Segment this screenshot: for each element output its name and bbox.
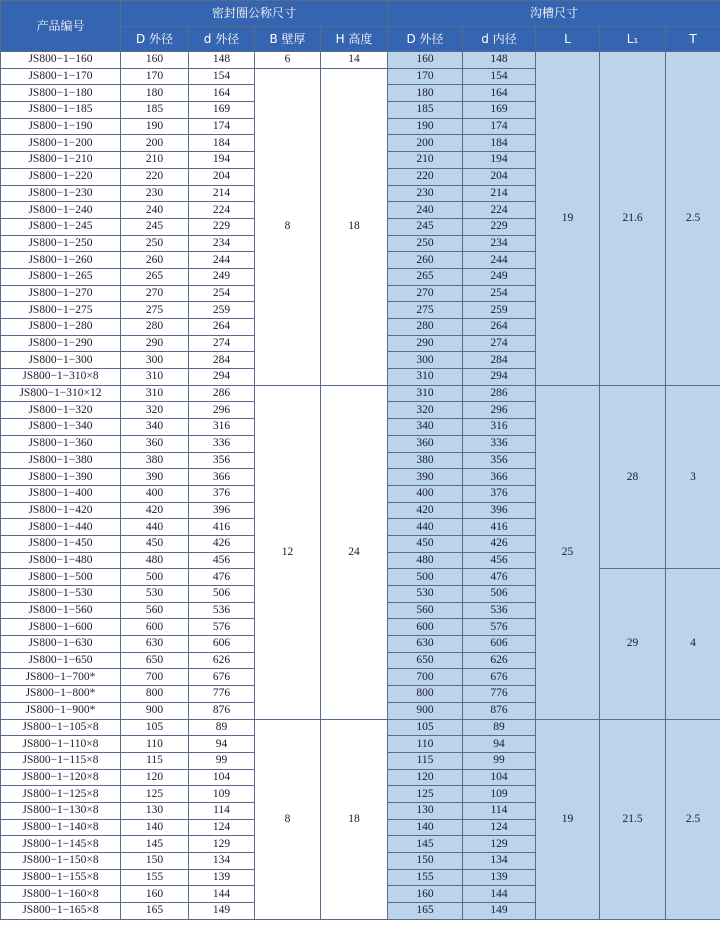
groove-outer-d-cell: 150 (388, 853, 463, 870)
model-number-cell: JS800−1−220 (1, 168, 121, 185)
seal-inner-d-cell: 259 (189, 302, 255, 319)
model-number-cell: JS800−1−650 (1, 652, 121, 669)
groove-outer-d-cell: 500 (388, 569, 463, 586)
model-number-cell: JS800−1−600 (1, 619, 121, 636)
model-number-cell: JS800−1−250 (1, 235, 121, 252)
header-groove-inner-d: d 内径 (463, 27, 536, 52)
seal-outer-d-cell: 500 (121, 569, 189, 586)
groove-inner-d-cell: 144 (463, 886, 536, 903)
groove-outer-d-cell: 140 (388, 819, 463, 836)
groove-outer-d-cell: 110 (388, 736, 463, 753)
seal-outer-d-cell: 530 (121, 586, 189, 603)
groove-outer-d-cell: 260 (388, 252, 463, 269)
groove-outer-d-cell: 200 (388, 135, 463, 152)
groove-inner-d-cell: 676 (463, 669, 536, 686)
groove-outer-d-cell: 275 (388, 302, 463, 319)
groove-inner-d-cell: 249 (463, 268, 536, 285)
model-number-cell: JS800−1−800* (1, 686, 121, 703)
groove-outer-d-cell: 530 (388, 586, 463, 603)
seal-outer-d-cell: 320 (121, 402, 189, 419)
groove-inner-d-cell: 89 (463, 719, 536, 736)
groove-t-cell: 4 (666, 569, 720, 719)
groove-inner-d-cell: 606 (463, 636, 536, 653)
seal-inner-d-cell: 244 (189, 252, 255, 269)
model-number-cell: JS800−1−450 (1, 535, 121, 552)
groove-outer-d-cell: 170 (388, 68, 463, 85)
seal-inner-d-cell: 536 (189, 602, 255, 619)
seal-outer-d-cell: 360 (121, 435, 189, 452)
seal-outer-d-cell: 180 (121, 85, 189, 102)
header-seal-wall-b: B 壁厚 (255, 27, 321, 52)
model-number-cell: JS800−1−900* (1, 702, 121, 719)
groove-outer-d-cell: 800 (388, 686, 463, 703)
header-seal-height-h: H 高度 (321, 27, 388, 52)
model-number-cell: JS800−1−115×8 (1, 752, 121, 769)
seal-inner-d-cell: 336 (189, 435, 255, 452)
groove-inner-d-cell: 164 (463, 85, 536, 102)
groove-inner-d-cell: 536 (463, 602, 536, 619)
seal-outer-d-cell: 190 (121, 118, 189, 135)
model-number-cell: JS800−1−265 (1, 268, 121, 285)
seal-inner-d-cell: 144 (189, 886, 255, 903)
groove-outer-d-cell: 180 (388, 85, 463, 102)
header-groove-l: L (536, 27, 600, 52)
groove-outer-d-cell: 105 (388, 719, 463, 736)
seal-outer-d-cell: 700 (121, 669, 189, 686)
model-number-cell: JS800−1−150×8 (1, 853, 121, 870)
groove-outer-d-cell: 220 (388, 168, 463, 185)
header-seal-group: 密封圈公称尺寸 (121, 1, 388, 27)
seal-inner-d-cell: 174 (189, 118, 255, 135)
groove-outer-d-cell: 210 (388, 152, 463, 169)
seal-outer-d-cell: 450 (121, 535, 189, 552)
seal-inner-d-cell: 254 (189, 285, 255, 302)
groove-t-cell: 2.5 (666, 52, 720, 386)
seal-outer-d-cell: 110 (121, 736, 189, 753)
seal-inner-d-cell: 129 (189, 836, 255, 853)
groove-inner-d-cell: 194 (463, 152, 536, 169)
groove-outer-d-cell: 340 (388, 419, 463, 436)
groove-t-cell: 3 (666, 385, 720, 569)
seal-outer-d-cell: 130 (121, 802, 189, 819)
seal-inner-d-cell: 284 (189, 352, 255, 369)
groove-inner-d-cell: 224 (463, 202, 536, 219)
model-number-cell: JS800−1−290 (1, 335, 121, 352)
model-number-cell: JS800−1−275 (1, 302, 121, 319)
model-number-cell: JS800−1−560 (1, 602, 121, 619)
header-groove-group: 沟槽尺寸 (388, 1, 720, 27)
groove-outer-d-cell: 630 (388, 636, 463, 653)
seal-outer-d-cell: 120 (121, 769, 189, 786)
groove-inner-d-cell: 124 (463, 819, 536, 836)
model-number-cell: JS800−1−245 (1, 218, 121, 235)
seal-outer-d-cell: 560 (121, 602, 189, 619)
model-number-cell: JS800−1−160×8 (1, 886, 121, 903)
seal-inner-d-cell: 134 (189, 853, 255, 870)
groove-inner-d-cell: 229 (463, 218, 536, 235)
model-number-cell: JS800−1−105×8 (1, 719, 121, 736)
seal-inner-d-cell: 396 (189, 502, 255, 519)
model-number-cell: JS800−1−440 (1, 519, 121, 536)
table-row (1, 52, 720, 69)
seal-inner-d-cell: 294 (189, 369, 255, 386)
header-groove-l1: L₁ (600, 27, 666, 52)
seal-outer-d-cell: 600 (121, 619, 189, 636)
seal-inner-d-cell: 139 (189, 869, 255, 886)
model-number-cell: JS800−1−145×8 (1, 836, 121, 853)
seal-inner-d-cell: 109 (189, 786, 255, 803)
groove-inner-d-cell: 286 (463, 385, 536, 402)
groove-inner-d-cell: 244 (463, 252, 536, 269)
seal-outer-d-cell: 115 (121, 752, 189, 769)
model-number-cell: JS800−1−630 (1, 636, 121, 653)
groove-inner-d-cell: 274 (463, 335, 536, 352)
groove-l-cell: 25 (536, 385, 600, 719)
groove-outer-d-cell: 130 (388, 802, 463, 819)
seal-inner-d-cell: 876 (189, 702, 255, 719)
groove-inner-d-cell: 114 (463, 802, 536, 819)
seal-inner-d-cell: 356 (189, 452, 255, 469)
seal-outer-d-cell: 230 (121, 185, 189, 202)
header-model: 产品编号 (1, 1, 121, 52)
groove-inner-d-cell: 134 (463, 853, 536, 870)
groove-outer-d-cell: 650 (388, 652, 463, 669)
model-number-cell: JS800−1−110×8 (1, 736, 121, 753)
model-number-cell: JS800−1−270 (1, 285, 121, 302)
seal-wall-b-cell: 8 (255, 68, 321, 385)
seal-inner-d-cell: 274 (189, 335, 255, 352)
model-number-cell: JS800−1−160 (1, 52, 121, 69)
groove-outer-d-cell: 420 (388, 502, 463, 519)
groove-inner-d-cell: 456 (463, 552, 536, 569)
seal-inner-d-cell: 154 (189, 68, 255, 85)
seal-outer-d-cell: 245 (121, 218, 189, 235)
groove-outer-d-cell: 190 (388, 118, 463, 135)
groove-inner-d-cell: 169 (463, 102, 536, 119)
seal-inner-d-cell: 456 (189, 552, 255, 569)
groove-outer-d-cell: 265 (388, 268, 463, 285)
seal-outer-d-cell: 900 (121, 702, 189, 719)
seal-inner-d-cell: 164 (189, 85, 255, 102)
groove-outer-d-cell: 290 (388, 335, 463, 352)
seal-outer-d-cell: 260 (121, 252, 189, 269)
groove-inner-d-cell: 259 (463, 302, 536, 319)
groove-inner-d-cell: 316 (463, 419, 536, 436)
model-number-cell: JS800−1−240 (1, 202, 121, 219)
groove-outer-d-cell: 400 (388, 485, 463, 502)
seal-inner-d-cell: 224 (189, 202, 255, 219)
seal-inner-d-cell: 416 (189, 519, 255, 536)
groove-inner-d-cell: 476 (463, 569, 536, 586)
seal-height-h-cell: 24 (321, 385, 388, 719)
seal-outer-d-cell: 275 (121, 302, 189, 319)
groove-inner-d-cell: 149 (463, 903, 536, 920)
seal-outer-d-cell: 420 (121, 502, 189, 519)
model-number-cell: JS800−1−390 (1, 469, 121, 486)
groove-inner-d-cell: 139 (463, 869, 536, 886)
model-number-cell: JS800−1−125×8 (1, 786, 121, 803)
seal-height-h-cell: 18 (321, 68, 388, 385)
groove-inner-d-cell: 148 (463, 52, 536, 69)
groove-inner-d-cell: 234 (463, 235, 536, 252)
groove-outer-d-cell: 310 (388, 385, 463, 402)
seal-outer-d-cell: 240 (121, 202, 189, 219)
model-number-cell: JS800−1−230 (1, 185, 121, 202)
groove-outer-d-cell: 125 (388, 786, 463, 803)
seal-inner-d-cell: 626 (189, 652, 255, 669)
groove-outer-d-cell: 185 (388, 102, 463, 119)
groove-outer-d-cell: 120 (388, 769, 463, 786)
groove-outer-d-cell: 320 (388, 402, 463, 419)
model-number-cell: JS800−1−155×8 (1, 869, 121, 886)
groove-inner-d-cell: 576 (463, 619, 536, 636)
model-number-cell: JS800−1−400 (1, 485, 121, 502)
seal-outer-d-cell: 290 (121, 335, 189, 352)
seal-outer-d-cell: 380 (121, 452, 189, 469)
seal-inner-d-cell: 676 (189, 669, 255, 686)
seal-inner-d-cell: 104 (189, 769, 255, 786)
seal-outer-d-cell: 280 (121, 319, 189, 336)
groove-inner-d-cell: 174 (463, 118, 536, 135)
seal-outer-d-cell: 400 (121, 485, 189, 502)
seal-outer-d-cell: 200 (121, 135, 189, 152)
groove-inner-d-cell: 264 (463, 319, 536, 336)
seal-outer-d-cell: 250 (121, 235, 189, 252)
model-number-cell: JS800−1−180 (1, 85, 121, 102)
groove-inner-d-cell: 336 (463, 435, 536, 452)
model-number-cell: JS800−1−380 (1, 452, 121, 469)
seal-outer-d-cell: 165 (121, 903, 189, 920)
model-number-cell: JS800−1−700* (1, 669, 121, 686)
seal-outer-d-cell: 390 (121, 469, 189, 486)
seal-inner-d-cell: 89 (189, 719, 255, 736)
header-seal-outer-d: D 外径 (121, 27, 189, 52)
groove-inner-d-cell: 294 (463, 369, 536, 386)
seal-outer-d-cell: 160 (121, 886, 189, 903)
seal-outer-d-cell: 480 (121, 552, 189, 569)
groove-inner-d-cell: 506 (463, 586, 536, 603)
model-number-cell: JS800−1−340 (1, 419, 121, 436)
seal-inner-d-cell: 94 (189, 736, 255, 753)
groove-outer-d-cell: 440 (388, 519, 463, 536)
seal-outer-d-cell: 630 (121, 636, 189, 653)
groove-inner-d-cell: 214 (463, 185, 536, 202)
seal-inner-d-cell: 376 (189, 485, 255, 502)
header-groove-outer-d: D 外径 (388, 27, 463, 52)
groove-inner-d-cell: 109 (463, 786, 536, 803)
groove-inner-d-cell: 284 (463, 352, 536, 369)
groove-inner-d-cell: 876 (463, 702, 536, 719)
seal-inner-d-cell: 124 (189, 819, 255, 836)
groove-inner-d-cell: 416 (463, 519, 536, 536)
seal-wall-b-cell: 8 (255, 719, 321, 919)
seal-outer-d-cell: 800 (121, 686, 189, 703)
seal-inner-d-cell: 606 (189, 636, 255, 653)
seal-inner-d-cell: 426 (189, 535, 255, 552)
seal-inner-d-cell: 149 (189, 903, 255, 920)
seal-outer-d-cell: 310 (121, 369, 189, 386)
seal-outer-d-cell: 220 (121, 168, 189, 185)
groove-inner-d-cell: 626 (463, 652, 536, 669)
groove-l1-cell: 21.5 (600, 719, 666, 919)
seal-outer-d-cell: 155 (121, 869, 189, 886)
model-number-cell: JS800−1−120×8 (1, 769, 121, 786)
groove-l1-cell: 28 (600, 385, 666, 569)
groove-outer-d-cell: 245 (388, 218, 463, 235)
groove-inner-d-cell: 376 (463, 485, 536, 502)
groove-outer-d-cell: 700 (388, 669, 463, 686)
groove-inner-d-cell: 94 (463, 736, 536, 753)
seal-outer-d-cell: 265 (121, 268, 189, 285)
groove-outer-d-cell: 165 (388, 903, 463, 920)
seal-outer-d-cell: 160 (121, 52, 189, 69)
seal-inner-d-cell: 148 (189, 52, 255, 69)
seal-inner-d-cell: 286 (189, 385, 255, 402)
model-number-cell: JS800−1−200 (1, 135, 121, 152)
model-number-cell: JS800−1−140×8 (1, 819, 121, 836)
groove-outer-d-cell: 230 (388, 185, 463, 202)
model-number-cell: JS800−1−530 (1, 586, 121, 603)
groove-inner-d-cell: 129 (463, 836, 536, 853)
model-number-cell: JS800−1−420 (1, 502, 121, 519)
seal-wall-b-cell: 6 (255, 52, 321, 69)
groove-t-cell: 2.5 (666, 719, 720, 919)
seal-inner-d-cell: 366 (189, 469, 255, 486)
groove-l1-cell: 21.6 (600, 52, 666, 386)
groove-l-cell: 19 (536, 719, 600, 919)
model-number-cell: JS800−1−190 (1, 118, 121, 135)
groove-outer-d-cell: 390 (388, 469, 463, 486)
groove-outer-d-cell: 560 (388, 602, 463, 619)
seal-inner-d-cell: 169 (189, 102, 255, 119)
seal-wall-b-cell: 12 (255, 385, 321, 719)
seal-inner-d-cell: 776 (189, 686, 255, 703)
model-number-cell: JS800−1−280 (1, 319, 121, 336)
seal-outer-d-cell: 300 (121, 352, 189, 369)
seal-inner-d-cell: 229 (189, 218, 255, 235)
groove-inner-d-cell: 426 (463, 535, 536, 552)
header-groove-t: T (666, 27, 720, 52)
seal-inner-d-cell: 264 (189, 319, 255, 336)
table-row (1, 719, 720, 736)
groove-inner-d-cell: 296 (463, 402, 536, 419)
seal-inner-d-cell: 476 (189, 569, 255, 586)
groove-outer-d-cell: 380 (388, 452, 463, 469)
model-number-cell: JS800−1−165×8 (1, 903, 121, 920)
seal-inner-d-cell: 194 (189, 152, 255, 169)
seal-outer-d-cell: 150 (121, 853, 189, 870)
model-number-cell: JS800−1−210 (1, 152, 121, 169)
seal-inner-d-cell: 184 (189, 135, 255, 152)
seal-outer-d-cell: 650 (121, 652, 189, 669)
model-number-cell: JS800−1−185 (1, 102, 121, 119)
groove-inner-d-cell: 776 (463, 686, 536, 703)
spec-table-body (1, 52, 720, 920)
seal-inner-d-cell: 316 (189, 419, 255, 436)
groove-outer-d-cell: 300 (388, 352, 463, 369)
model-number-cell: JS800−1−320 (1, 402, 121, 419)
seal-outer-d-cell: 170 (121, 68, 189, 85)
seal-outer-d-cell: 140 (121, 819, 189, 836)
groove-outer-d-cell: 240 (388, 202, 463, 219)
groove-outer-d-cell: 600 (388, 619, 463, 636)
model-number-cell: JS800−1−500 (1, 569, 121, 586)
groove-outer-d-cell: 250 (388, 235, 463, 252)
groove-outer-d-cell: 900 (388, 702, 463, 719)
groove-inner-d-cell: 99 (463, 752, 536, 769)
groove-l1-cell: 29 (600, 569, 666, 719)
seal-height-h-cell: 14 (321, 52, 388, 69)
groove-l-cell: 19 (536, 52, 600, 386)
header-seal-inner-d: d 外径 (189, 27, 255, 52)
groove-outer-d-cell: 160 (388, 886, 463, 903)
seal-inner-d-cell: 214 (189, 185, 255, 202)
seal-inner-d-cell: 506 (189, 586, 255, 603)
seal-outer-d-cell: 145 (121, 836, 189, 853)
table-row (1, 385, 720, 402)
seal-height-h-cell: 18 (321, 719, 388, 919)
seal-inner-d-cell: 204 (189, 168, 255, 185)
groove-outer-d-cell: 155 (388, 869, 463, 886)
seal-outer-d-cell: 310 (121, 385, 189, 402)
model-number-cell: JS800−1−170 (1, 68, 121, 85)
seal-inner-d-cell: 234 (189, 235, 255, 252)
groove-inner-d-cell: 254 (463, 285, 536, 302)
seal-outer-d-cell: 125 (121, 786, 189, 803)
model-number-cell: JS800−1−300 (1, 352, 121, 369)
seal-inner-d-cell: 249 (189, 268, 255, 285)
seal-inner-d-cell: 114 (189, 802, 255, 819)
seal-inner-d-cell: 99 (189, 752, 255, 769)
groove-outer-d-cell: 145 (388, 836, 463, 853)
groove-outer-d-cell: 160 (388, 52, 463, 69)
groove-inner-d-cell: 356 (463, 452, 536, 469)
seal-outer-d-cell: 440 (121, 519, 189, 536)
seal-outer-d-cell: 270 (121, 285, 189, 302)
seal-outer-d-cell: 185 (121, 102, 189, 119)
seal-inner-d-cell: 296 (189, 402, 255, 419)
groove-inner-d-cell: 104 (463, 769, 536, 786)
groove-outer-d-cell: 270 (388, 285, 463, 302)
model-number-cell: JS800−1−310×8 (1, 369, 121, 386)
groove-inner-d-cell: 366 (463, 469, 536, 486)
model-number-cell: JS800−1−130×8 (1, 802, 121, 819)
groove-inner-d-cell: 396 (463, 502, 536, 519)
groove-outer-d-cell: 480 (388, 552, 463, 569)
model-number-cell: JS800−1−260 (1, 252, 121, 269)
groove-inner-d-cell: 154 (463, 68, 536, 85)
model-number-cell: JS800−1−310×12 (1, 385, 121, 402)
model-number-cell: JS800−1−360 (1, 435, 121, 452)
groove-outer-d-cell: 280 (388, 319, 463, 336)
model-number-cell: JS800−1−480 (1, 552, 121, 569)
seal-outer-d-cell: 105 (121, 719, 189, 736)
groove-outer-d-cell: 360 (388, 435, 463, 452)
groove-outer-d-cell: 115 (388, 752, 463, 769)
seal-outer-d-cell: 210 (121, 152, 189, 169)
seal-outer-d-cell: 340 (121, 419, 189, 436)
groove-inner-d-cell: 184 (463, 135, 536, 152)
seal-inner-d-cell: 576 (189, 619, 255, 636)
groove-outer-d-cell: 310 (388, 369, 463, 386)
groove-outer-d-cell: 450 (388, 535, 463, 552)
groove-inner-d-cell: 204 (463, 168, 536, 185)
